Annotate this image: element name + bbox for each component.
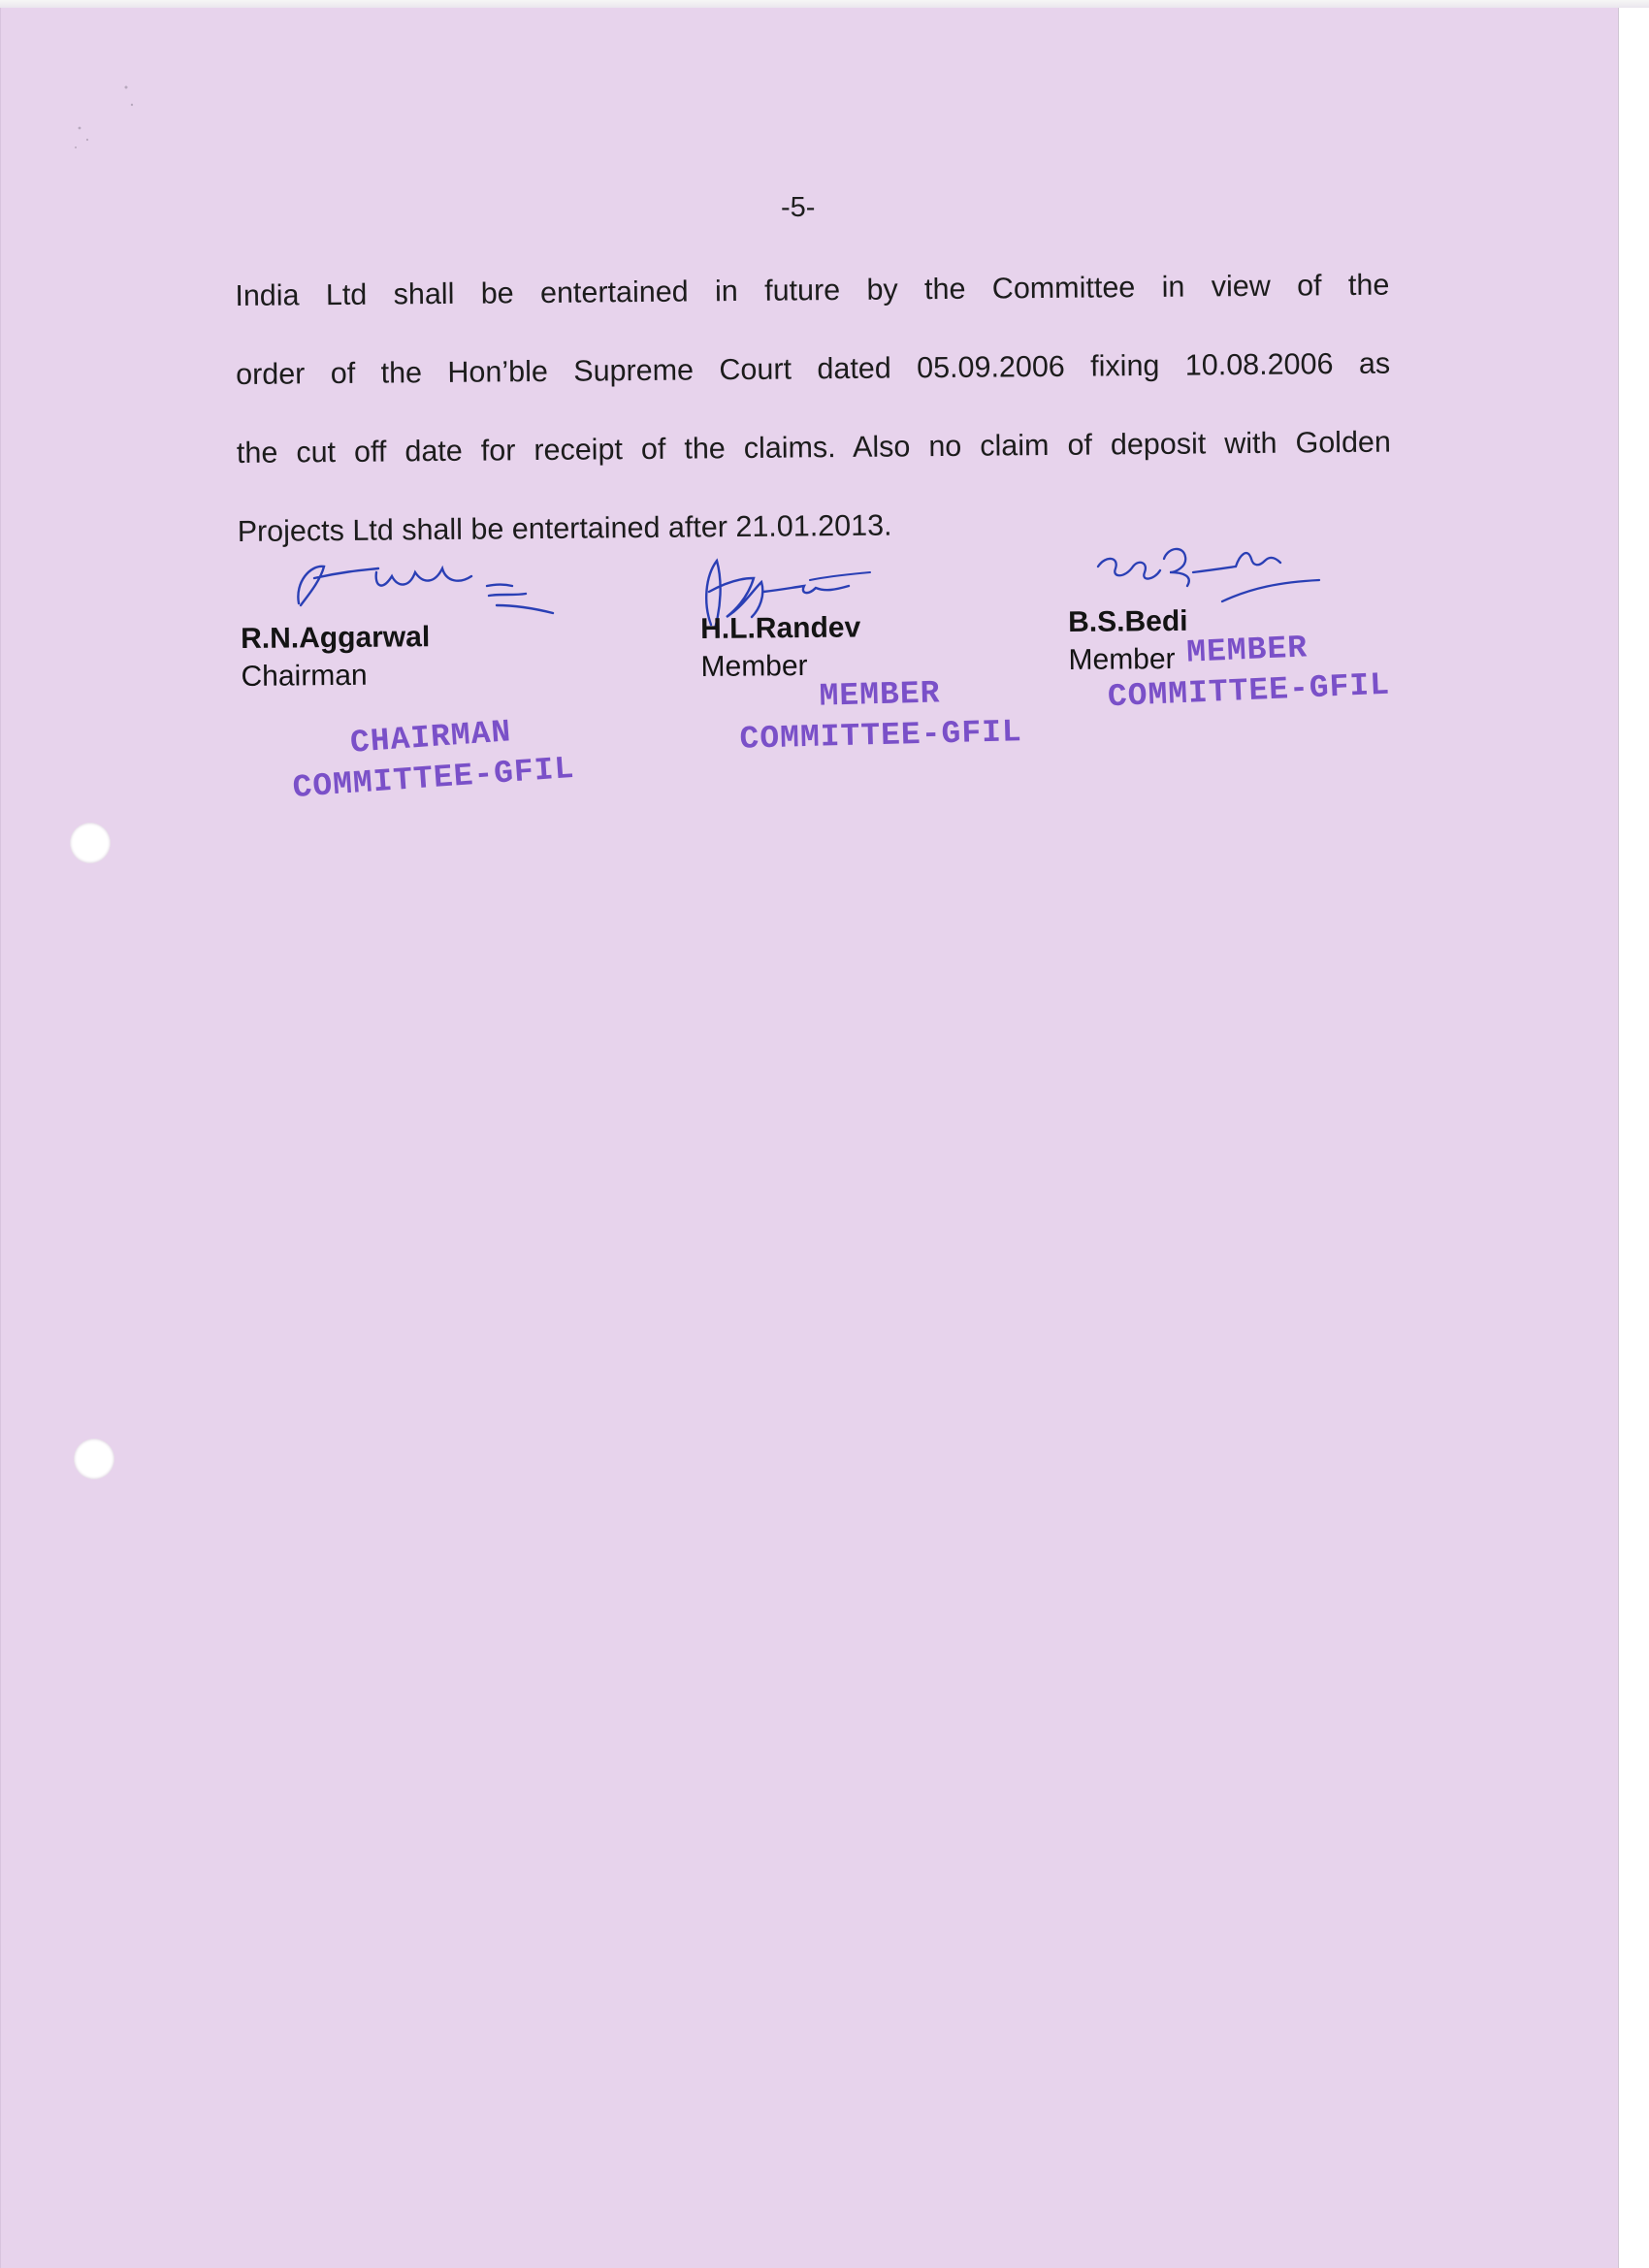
stamp-title: MEMBER bbox=[819, 675, 941, 715]
signature-aggarwal bbox=[281, 543, 563, 631]
body-paragraph bbox=[235, 246, 1392, 571]
signatory-role: Member bbox=[700, 649, 808, 683]
signatory-role: Member bbox=[1068, 642, 1176, 676]
stamp-member-committee bbox=[738, 671, 1022, 761]
signatory-member-randev bbox=[700, 609, 861, 687]
stamp-member-committee bbox=[1105, 625, 1391, 719]
signatory-name: B.S.Bedi bbox=[1068, 604, 1188, 638]
stamp-title: MEMBER bbox=[1185, 630, 1309, 671]
signatory-name: H.L.Randev bbox=[700, 611, 861, 645]
paper-specks bbox=[68, 78, 146, 165]
stamp-committee: COMMITTEE-GFIL bbox=[739, 714, 1023, 758]
signatory-role: Chairman bbox=[241, 659, 368, 693]
punch-hole-lower bbox=[74, 1439, 114, 1479]
signatory-name: R.N.Aggarwal bbox=[241, 621, 431, 655]
punch-hole-upper bbox=[70, 823, 111, 863]
page-number: -5- bbox=[781, 192, 816, 223]
body-line: Projects Ltd shall be entertained after 21.01.2013. bbox=[237, 508, 892, 548]
paper-right-margin bbox=[1618, 8, 1649, 2268]
body-line: India Ltd shall be entertained in future by the Committee in view of the bbox=[235, 268, 1390, 312]
body-line: order of the Hon’ble Supreme Court dated 05.09.2006 fixing 10.08.2006 as bbox=[235, 346, 1391, 391]
signatory-chairman bbox=[241, 619, 431, 697]
stamp-title: CHAIRMAN bbox=[348, 714, 513, 761]
body-line: the cut off date for receipt of the claims. Also no claim of deposit with Golden bbox=[236, 425, 1392, 470]
stamp-committee: COMMITTEE-GFIL bbox=[291, 750, 576, 807]
stamp-committee: COMMITTEE-GFIL bbox=[1107, 666, 1391, 716]
